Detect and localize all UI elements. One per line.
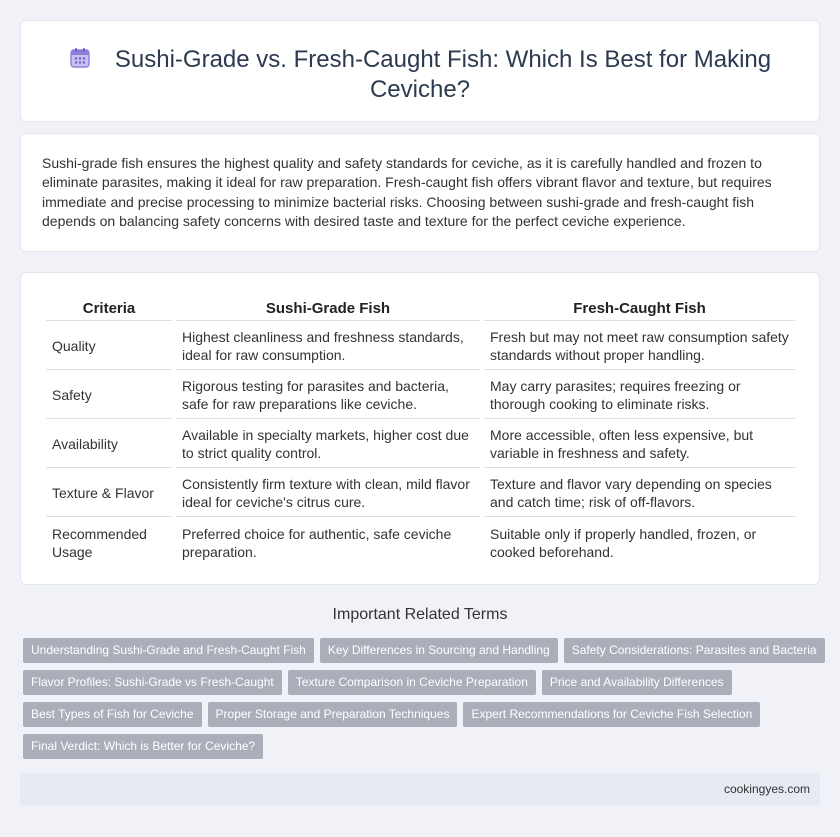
intro-paragraph: Sushi-grade fish ensures the highest quality and safety standards for ceviche, as it is carefully handled and frozen to eliminate parasites, making it ideal for raw preparation. Fresh-caught fish offers vibrant flavor and texture, but requires immediate and precise processing to minimize bacterial risks. Choosing between sushi-grade and fresh-caught fish depends on balancing safety concerns with desired taste and texture for the perfect ceviche experience. [42, 155, 772, 229]
criteria-cell: Recommended Usage [52, 525, 147, 560]
header-criteria: Criteria [46, 297, 172, 321]
sushi-grade-cell: Available in specialty markets, higher cost due to strict quality control. [176, 421, 480, 468]
sushi-grade-cell: Rigorous testing for parasites and bacteria, safe for raw preparations like ceviche. [176, 372, 480, 419]
table-row [46, 519, 795, 566]
comparison-table [42, 295, 799, 568]
sushi-grade-cell: Preferred choice for authentic, safe ceviche preparation. [182, 525, 452, 560]
header-sushi-grade: Sushi-Grade Fish [176, 297, 480, 321]
related-term-tag[interactable]: Proper Storage and Preparation Techniques [208, 702, 458, 727]
fresh-caught-cell: Texture and flavor vary depending on species and catch time; risk of off-flavors. [484, 470, 795, 517]
fresh-caught-cell: May carry parasites; requires freezing or thorough cooking to eliminate risks. [484, 372, 795, 419]
related-term-tag[interactable]: Flavor Profiles: Sushi-Grade vs Fresh-Caught [23, 670, 282, 695]
table-row [46, 421, 795, 468]
related-terms-title: Important Related Terms [332, 606, 508, 623]
intro-card [20, 133, 820, 252]
criteria-cell: Availability [46, 421, 172, 468]
related-term-tag[interactable]: Texture Comparison in Ceviche Preparation [288, 670, 536, 695]
fresh-caught-cell: Fresh but may not meet raw consumption safety standards without proper handling. [484, 323, 795, 370]
footer [20, 773, 820, 806]
comparison-card [20, 272, 820, 585]
related-terms-list [23, 638, 823, 766]
related-term-tag[interactable]: Price and Availability Differences [542, 670, 732, 695]
related-term-tag[interactable]: Best Types of Fish for Ceviche [23, 702, 202, 727]
sushi-grade-cell: Highest cleanliness and freshness standards, ideal for raw consumption. [176, 323, 480, 370]
criteria-cell: Quality [46, 323, 172, 370]
related-term-tag[interactable]: Expert Recommendations for Ceviche Fish Selection [463, 702, 760, 727]
criteria-cell: Safety [46, 372, 172, 419]
site-link[interactable]: cookingyes.com [723, 782, 810, 796]
title-card [20, 20, 820, 122]
related-term-tag[interactable]: Key Differences in Sourcing and Handling [320, 638, 558, 663]
fresh-caught-cell: Suitable only if properly handled, frozen, or cooked beforehand. [490, 525, 757, 560]
table-row [46, 323, 795, 370]
table-row [46, 372, 795, 419]
related-term-tag[interactable]: Understanding Sushi-Grade and Fresh-Caught Fish [23, 638, 314, 663]
table-row [46, 470, 795, 517]
table-header-row [46, 297, 795, 321]
header-fresh-caught: Fresh-Caught Fish [484, 297, 795, 321]
criteria-cell: Texture & Flavor [46, 470, 172, 517]
page-title: Sushi-Grade vs. Fresh-Caught Fish: Which Is Best for Making Ceviche? [114, 46, 772, 103]
page-title-wrap [21, 45, 819, 105]
sushi-grade-cell: Consistently firm texture with clean, mild flavor ideal for ceviche's citrus cure. [176, 470, 480, 517]
related-term-tag[interactable]: Safety Considerations: Parasites and Bacteria [564, 638, 825, 663]
related-term-tag[interactable]: Final Verdict: Which is Better for Ceviche? [23, 734, 263, 759]
fresh-caught-cell: More accessible, often less expensive, but variable in freshness and safety. [484, 421, 795, 468]
calendar-icon [69, 47, 91, 69]
